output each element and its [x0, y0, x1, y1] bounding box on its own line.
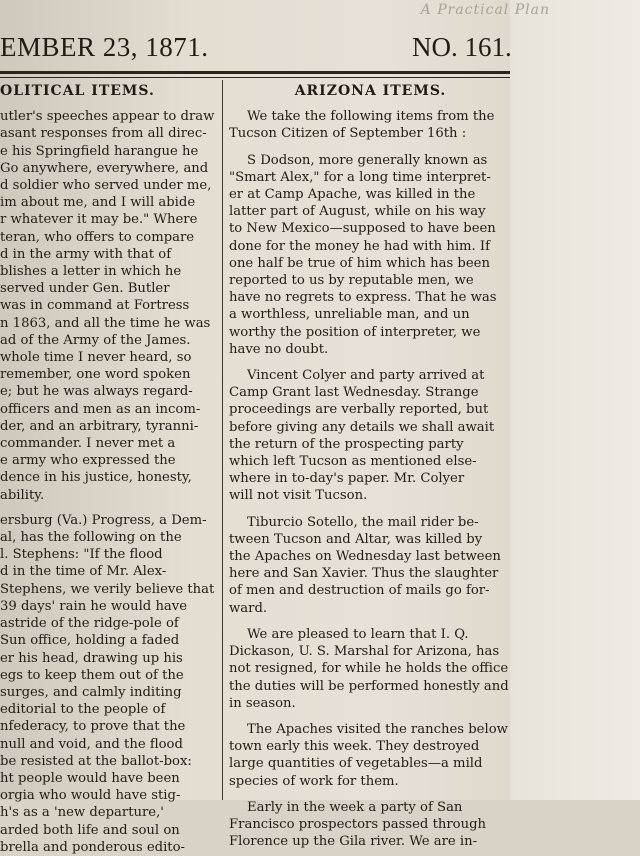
text-line: orgia who would have stig- — [0, 788, 181, 804]
text-line: blishes a letter in which he — [0, 264, 182, 280]
text-line: arded both life and soul on — [0, 822, 180, 838]
text-line: will not visit Tucson. — [229, 488, 368, 504]
text-line: e his Springfield harangue he — [0, 143, 199, 159]
article-paragraph — [229, 721, 512, 790]
text-line: proceedings are verbally reported, but — [229, 402, 489, 418]
text-line: one half be true of him which has been — [229, 255, 490, 271]
text-line: town early this week. They destroyed — [229, 739, 480, 755]
text-line: tween Tucson and Altar, was killed by — [229, 531, 483, 547]
text-line: The Apaches visited the ranches below — [247, 721, 508, 737]
text-line: was in command at Fortress — [0, 298, 190, 314]
text-line: the duties will be performed honestly and — [229, 678, 509, 694]
arizona-items-text — [229, 108, 512, 850]
text-line: species of work for them. — [229, 773, 399, 789]
article-paragraph — [229, 108, 512, 142]
text-line: before giving any details we shall await — [229, 419, 495, 435]
header-rule-thick — [0, 71, 510, 74]
text-line: dence in his justice, honesty, — [0, 470, 192, 486]
text-line: asant responses from all direc- — [0, 126, 207, 142]
political-items-text — [0, 108, 216, 856]
text-line: brella and ponderous edito- — [0, 839, 186, 855]
text-line: S Dodson, more generally known as — [247, 152, 488, 168]
article-paragraph — [229, 799, 512, 851]
faded-header-right: A Practical Plan — [420, 2, 550, 18]
column-divider — [222, 80, 223, 800]
text-line: whole time I never heard, so — [0, 350, 192, 366]
text-line: be resisted at the ballot-box: — [0, 753, 192, 769]
text-line: nfederacy, to prove that the — [0, 719, 186, 735]
text-line: which left Tucson as mentioned else- — [229, 454, 477, 470]
text-line: er his head, drawing up his — [0, 650, 183, 666]
dateline: EMBER 23, 1871. — [0, 32, 209, 62]
text-line: commander. I never met a — [0, 436, 176, 452]
text-line: "Smart Alex," for a long time interpret- — [229, 169, 491, 185]
text-line: have no regrets to express. That he was — [229, 290, 497, 306]
text-line: reported to us by reputable men, we — [229, 273, 474, 289]
page-margin — [510, 0, 640, 800]
text-line: d in the army with that of — [0, 246, 172, 262]
text-line: to New Mexico—supposed to have been — [229, 221, 496, 237]
text-line: in season. — [229, 695, 296, 711]
text-line: Stephens, we verily believe that — [0, 581, 215, 597]
text-line: large quantities of vegetables—a mild — [229, 756, 483, 772]
text-line: editorial to the people of — [0, 702, 166, 718]
text-line: astride of the ridge-pole of — [0, 616, 179, 632]
article-paragraph — [229, 514, 512, 617]
text-line: d in the time of Mr. Alex- — [0, 564, 167, 580]
text-line: served under Gen. Butler — [0, 281, 170, 297]
header-rule-thin — [0, 77, 510, 78]
text-line: Vincent Colyer and party arrived at — [247, 368, 485, 384]
text-line: h's as a 'new departure,' — [0, 805, 164, 821]
text-line: al, has the following on the — [0, 530, 182, 546]
issue-number: NO. 161. — [412, 32, 512, 62]
text-line — [0, 504, 216, 512]
text-line: Tiburcio Sotello, the mail rider be- — [247, 514, 479, 530]
text-line: not resigned, for while he holds the office — [229, 661, 509, 677]
text-line: der, and an arbitrary, tyranni- — [0, 418, 199, 434]
text-line: im about me, and I will abide — [0, 195, 196, 211]
text-line: ersburg (Va.) Progress, a Dem- — [0, 512, 207, 528]
text-line: Sun office, holding a faded — [0, 633, 180, 649]
text-line: ht people would have been — [0, 770, 180, 786]
faded-header — [250, 2, 640, 20]
text-line: the Apaches on Wednesday last between — [229, 549, 501, 565]
text-line: ad of the Army of the James. — [0, 332, 191, 348]
text-line: Florence up the Gila river. We are in- — [229, 834, 478, 850]
text-line: ward. — [229, 600, 268, 616]
arizona-items-heading: ARIZONA ITEMS. — [294, 83, 447, 99]
text-line: worthy the position of interpreter, we — [229, 324, 481, 340]
text-line: Go anywhere, everywhere, and — [0, 160, 209, 176]
text-line: done for the money he had with him. If — [229, 238, 491, 254]
text-line: l. Stephens: "If the flood — [0, 547, 163, 563]
text-line: egs to keep them out of the — [0, 667, 184, 683]
text-line: ability. — [0, 487, 45, 503]
text-line: Francisco prospectors passed through — [229, 816, 487, 832]
text-line: utler's speeches appear to draw — [0, 109, 215, 125]
text-line: e; but he was always regard- — [0, 384, 193, 400]
arizona-items-column — [229, 80, 512, 850]
text-line: We are pleased to learn that I. Q. — [247, 626, 469, 642]
article-paragraph — [229, 152, 512, 358]
political-items-heading: OLITICAL ITEMS. — [0, 83, 155, 99]
text-line: d soldier who served under me, — [0, 178, 212, 194]
text-line: Tucson Citizen of September 16th : — [229, 126, 467, 142]
text-line: n 1863, and all the time he was — [0, 315, 211, 331]
text-line: Dickason, U. S. Marshal for Arizona, has — [229, 644, 500, 660]
text-line: have no doubt. — [229, 341, 329, 357]
text-line: where in to-day's paper. Mr. Colyer — [229, 471, 465, 487]
text-line: er at Camp Apache, was killed in the — [229, 187, 476, 203]
political-items-column — [0, 80, 216, 855]
text-line: null and void, and the flood — [0, 736, 183, 752]
article-paragraph — [229, 626, 512, 712]
text-line: latter part of August, while on his way — [229, 204, 486, 220]
text-line: teran, who offers to compare — [0, 229, 195, 245]
text-line: r whatever it may be." Where — [0, 212, 198, 228]
text-line: e army who expressed the — [0, 453, 176, 469]
text-line: of men and destruction of mails go for- — [229, 583, 490, 599]
text-line: here and San Xavier. Thus the slaughter — [229, 566, 499, 582]
text-line: a worthless, unreliable man, and un — [229, 307, 470, 323]
text-line: 39 days' rain he would have — [0, 598, 188, 614]
text-line: Camp Grant last Wednesday. Strange — [229, 385, 479, 401]
text-line: officers and men as an incom- — [0, 401, 201, 417]
article-paragraph — [229, 367, 512, 505]
text-line: We take the following items from the — [247, 109, 495, 125]
text-line: the return of the prospecting party — [229, 436, 464, 452]
text-line: remember, one word spoken — [0, 367, 191, 383]
text-line: Early in the week a party of San — [247, 799, 463, 815]
text-line: surges, and calmly inditing — [0, 684, 182, 700]
